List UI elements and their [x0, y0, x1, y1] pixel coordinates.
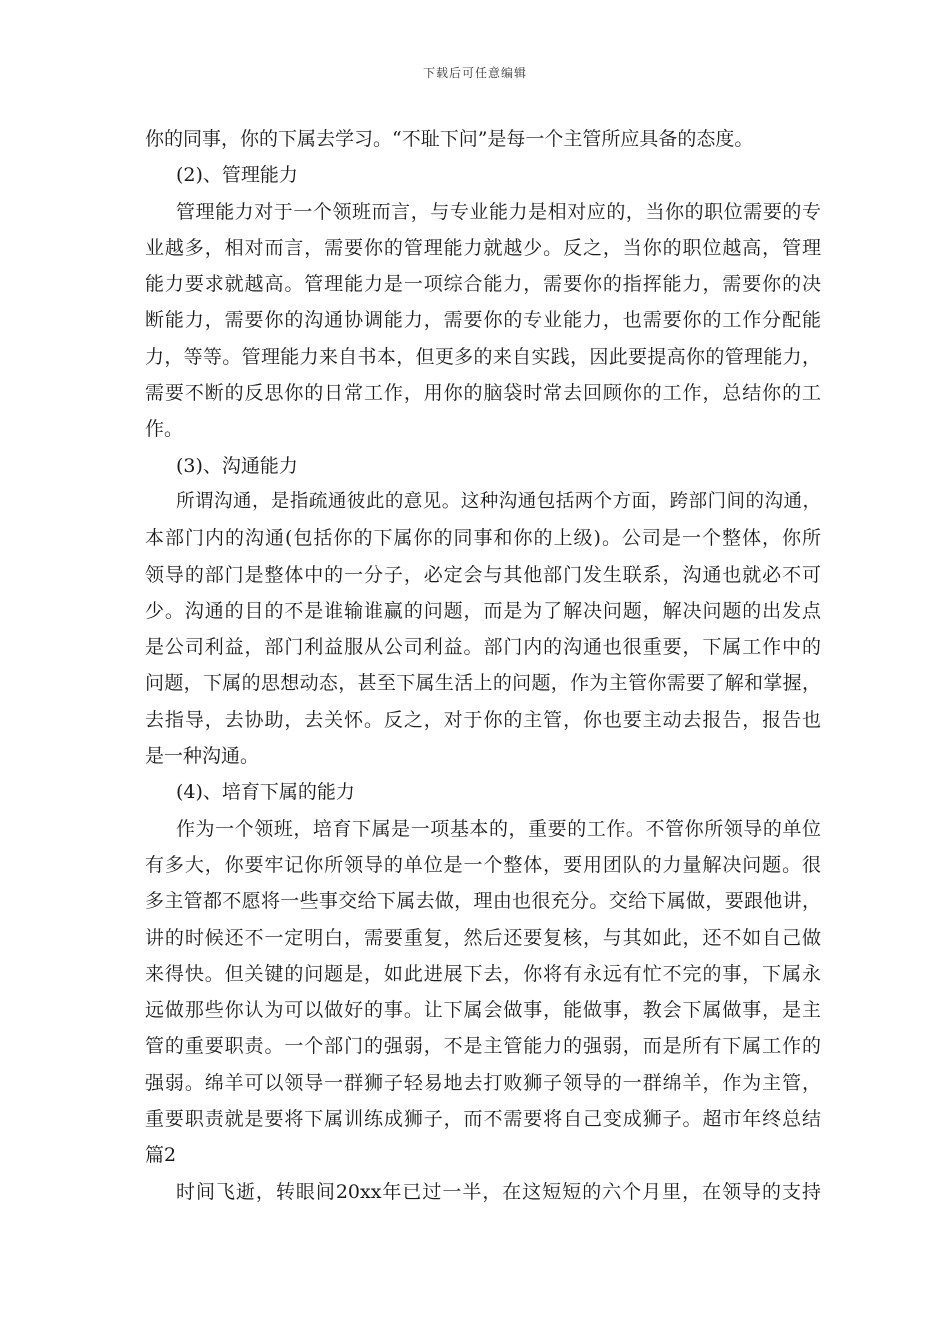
- text-line: 多主管都不愿将一些事交给下属去做，理由也很充分。交给下属做，要跟他讲，: [145, 890, 821, 913]
- text-line: 领导的部门是整体中的一分子，必定会与其他部门发生联系，沟通也就必不可: [145, 563, 821, 586]
- text-line: 讲的时候还不一定明白，需要重复，然后还要复核，与其如此，还不如自己做: [145, 926, 821, 949]
- text-line: 有多大，你要牢记你所领导的单位是一个整体，要用团队的力量解决问题。很: [145, 853, 821, 876]
- text-line: 去指导，去协助，去关怀。反之，对于你的主管，你也要主动去报告，报告也: [145, 708, 821, 731]
- text-line: 强弱。绵羊可以领导一群狮子轻易地去打败狮子领导的一群绵羊，作为主管，: [145, 1071, 821, 1094]
- text-line: 所谓沟通，是指疏通彼此的意见。这种沟通包括两个方面，跨部门间的沟通，: [176, 490, 821, 512]
- text-line: 力，等等。管理能力来自书本，但更多的来自实践，因此要提高你的管理能力，: [145, 345, 821, 368]
- section-heading: (2)、管理能力: [176, 164, 298, 187]
- text-line: 来得快。但关键的问题是，如此进展下去，你将有永远有忙不完的事，下属永: [145, 962, 821, 985]
- text-line: 本部门内的沟通(包括你的下属你的同事和你的上级)。公司是一个整体，你所: [145, 527, 821, 550]
- text-line: 是公司利益，部门利益服从公司利益。部门内的沟通也很重要，下属工作中的: [145, 636, 821, 659]
- section-heading: (3)、沟通能力: [176, 454, 298, 477]
- text-line: 问题，下属的思想动态，甚至下属生活上的问题，作为主管你需要了解和掌握，: [145, 672, 821, 695]
- text-line: 时间飞逝，转眼间20xx年已过一半，在这短短的六个月里，在领导的支持: [176, 1180, 821, 1203]
- page-header: 下载后可任意编辑: [422, 66, 527, 80]
- text-line: 是一种沟通。: [145, 745, 260, 768]
- text-line: 你的同事，你的下属去学习。“不耻下问”是每一个主管所应具备的态度。: [145, 128, 754, 150]
- text-line: 远做那些你认为可以做好的事。让下属会做事，能做事，教会下属做事，是主: [145, 999, 821, 1022]
- text-line: 作为一个领班，培育下属是一项基本的，重要的工作。不管你所领导的单位: [176, 817, 821, 840]
- text-line: 断能力，需要你的沟通协调能力，需要你的专业能力，也需要你的工作分配能: [145, 309, 821, 332]
- text-line: 需要不断的反思你的日常工作，用你的脑袋时常去回顾你的工作，总结你的工: [145, 382, 821, 405]
- text-line: 管的重要职责。一个部门的强弱，不是主管能力的强弱，而是所有下属工作的: [145, 1035, 821, 1058]
- text-line: 少。沟通的目的不是谁输谁赢的问题，而是为了解决问题，解决问题的出发点: [145, 599, 821, 622]
- text-line: 作。: [145, 418, 184, 441]
- text-line: 重要职责就是要将下属训练成狮子，而不需要将自己变成狮子。超市年终总结: [145, 1108, 821, 1131]
- text-line: 管理能力对于一个领班而言，与专业能力是相对应的，当你的职位需要的专: [176, 200, 821, 223]
- document-body: [145, 121, 821, 1210]
- text-line: 能力要求就越高。管理能力是一项综合能力，需要你的指挥能力，需要你的决: [145, 273, 821, 296]
- text-line: 篇2: [145, 1144, 177, 1167]
- text-line: 业越多，相对而言，需要你的管理能力就越少。反之，当你的职位越高，管理: [145, 236, 821, 259]
- section-heading: (4)、培育下属的能力: [176, 781, 355, 804]
